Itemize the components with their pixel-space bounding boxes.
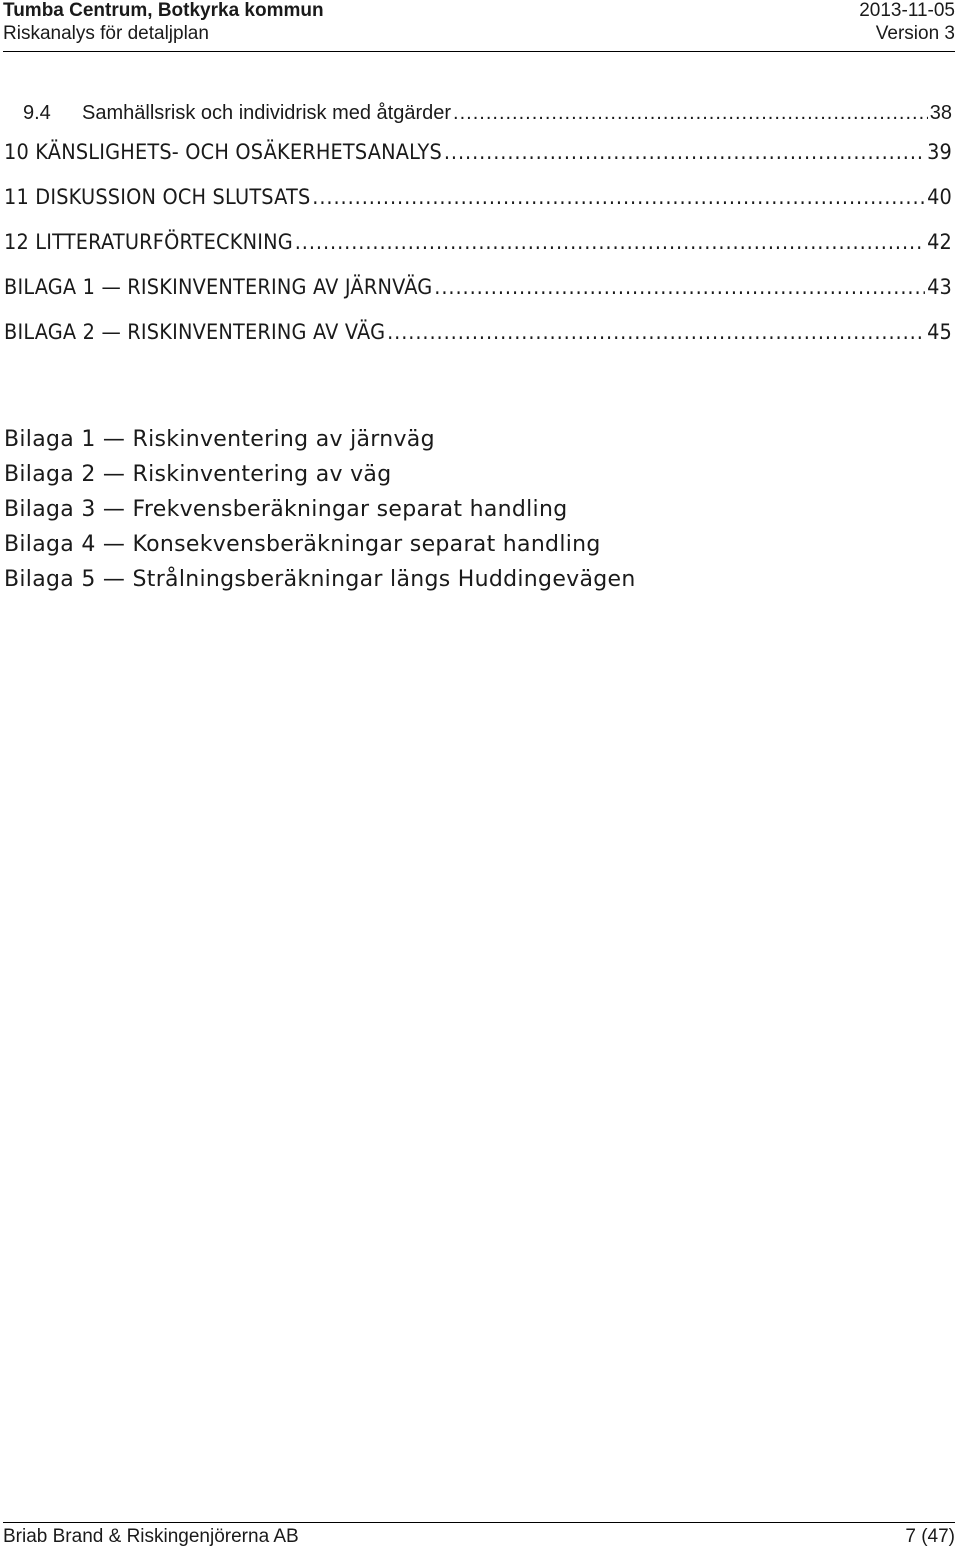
attachment-list: [4, 422, 636, 597]
dot-leader: [444, 130, 925, 175]
attachment-item: Bilaga 2 — Riskinventering av väg: [4, 462, 392, 487]
toc-entry-page: 40: [927, 185, 953, 209]
dot-leader: [434, 265, 925, 310]
toc-entry-page: 45: [927, 320, 953, 344]
attachment-item: Bilaga 1 — Riskinventering av järnväg: [4, 427, 435, 452]
dot-leader: [312, 175, 925, 220]
toc-entry-page: 42: [927, 230, 953, 254]
page-number: 7 (47): [905, 1526, 955, 1547]
toc-entry-page: 43: [927, 275, 953, 299]
toc-entry-10[interactable]: [4, 130, 952, 175]
document-version: Version 3: [875, 23, 955, 44]
document-subtitle: Riskanalys för detaljplan: [3, 23, 209, 44]
attachment-item: Bilaga 3 — Frekvensberäkningar separat handling: [4, 497, 568, 522]
toc-entry-9-4[interactable]: [4, 96, 952, 130]
toc-entry-label: Samhällsrisk och individrisk med åtgärder: [82, 102, 452, 124]
company-name: Briab Brand & Riskingenjörerna AB: [3, 1526, 299, 1547]
toc-entry-label: BILAGA 1 — RISKINVENTERING AV JÄRNVÄG: [4, 275, 433, 299]
page-footer: [3, 1522, 955, 1550]
toc-entry-page: 39: [927, 140, 953, 164]
toc-entry-label: 11 DISKUSSION OCH SLUTSATS: [4, 185, 311, 209]
attachment-item: Bilaga 4 — Konsekvensberäkningar separat handling: [4, 532, 601, 557]
page-header: [3, 0, 955, 52]
toc-entry-label: 10 KÄNSLIGHETS- OCH OSÄKERHETSANALYS: [4, 140, 442, 164]
dot-leader: [453, 96, 928, 130]
toc-entry-label: BILAGA 2 — RISKINVENTERING AV VÄG: [4, 320, 386, 344]
dot-leader: [387, 310, 925, 355]
dot-leader: [295, 220, 926, 265]
toc-entry-bilaga-2[interactable]: [4, 310, 952, 355]
toc-entry-number: 9.4: [23, 102, 51, 124]
table-of-contents: [4, 96, 952, 355]
document-date: 2013-11-05: [859, 0, 955, 21]
toc-entry-11[interactable]: [4, 175, 952, 220]
toc-entry-page: 38: [929, 102, 952, 124]
toc-entry-label: 12 LITTERATURFÖRTECKNING: [4, 230, 293, 254]
toc-entry-12[interactable]: [4, 220, 952, 265]
document-title: Tumba Centrum, Botkyrka kommun: [3, 0, 324, 21]
toc-entry-bilaga-1[interactable]: [4, 265, 952, 310]
attachment-item: Bilaga 5 — Strålningsberäkningar längs Huddingevägen: [4, 567, 636, 592]
